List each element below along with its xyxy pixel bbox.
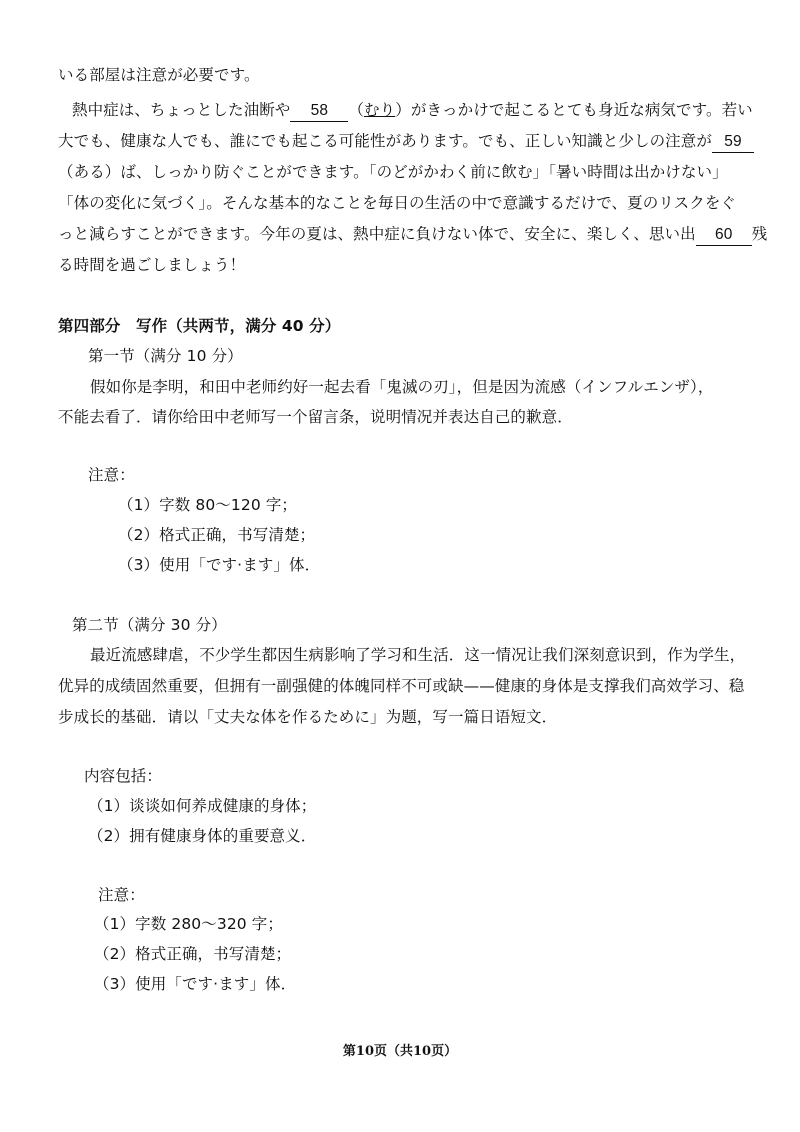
section2-content-item: （2）拥有健康身体的重要意义． (88, 827, 317, 845)
passage-text: 大でも、健康な人でも、誰にでも起こる可能性があります。でも、正しい知識と少しの注意が (58, 132, 712, 150)
passage-line-5: 「体の変化に気づく」。そんな基本的なことを毎日の生活の中で意識するだけで、夏のリスクをぐ (58, 194, 737, 212)
section1-note-item: （3）使用「です·ます」体． (118, 556, 321, 574)
section1-notes-label: 注意： (88, 466, 135, 484)
passage-text: 熱中症は、ちょっとした油断や (72, 101, 291, 119)
section1-prompt-line-2: 不能去看了．请你给田中老师写一个留言条，说明情况并表达自己的歉意． (58, 408, 573, 426)
passage-text: っと減らすことができます。今年の夏は、熱中症に負けない体で、安全に、楽しく、思い出 (58, 225, 696, 243)
section2-prompt-line-1: 最近流感肆虐，不少学生都因生病影响了学习和生活．这一情况让我们深刻意识到，作为学生， (90, 646, 746, 664)
passage-line-4: （ある）ば、しっかり防ぐことができます。「のどがかわく前に飲む」「暑い時間は出かけない」 (58, 163, 728, 181)
blank-59: 59 (712, 133, 754, 153)
part4-title: 第四部分 写作（共两节，满分 40 分） (58, 317, 341, 335)
blank-60: 60 (696, 226, 752, 246)
section2-notes-label: 注意： (98, 886, 145, 904)
section2-note-item: （1）字数 280～320 字； (94, 915, 283, 933)
section2-content-label: 内容包括： (84, 767, 163, 785)
passage-line-2 (72, 101, 753, 122)
section2-title: 第二节（满分 30 分） (72, 616, 227, 634)
hint-word-muri: むり (364, 101, 396, 119)
blank-58: 58 (290, 102, 348, 122)
section2-prompt-line-2: 优异的成绩固然重要，但拥有一副强健的体魄同样不可或缺——健康的身体是支撑我们高效学习、稳 (58, 677, 745, 695)
section1-title: 第一节（满分 10 分） (88, 347, 243, 365)
passage-line-6 (58, 225, 767, 246)
section2-content-item: （1）谈谈如何养成健康的身体； (88, 797, 317, 815)
passage-text: 残 (751, 225, 768, 243)
passage-text: ）がきっかけで起こるとても身近な病気です。若い (395, 101, 753, 119)
section1-note-item: （2）格式正确，书写清楚； (118, 526, 316, 544)
passage-line-7: る時間を過ごしましょう！ (58, 256, 246, 274)
passage-line-1: いる部屋は注意が必要です。 (58, 66, 260, 84)
page-footer: 第10页（共10页） (342, 1044, 458, 1059)
section2-note-item: （2）格式正确，书写清楚； (94, 945, 292, 963)
section2-note-item: （3）使用「です·ます」体． (94, 975, 297, 993)
section2-prompt-line-3: 步成长的基础．请以「丈夫な体を作るために」为题，写一篇日语短文． (58, 708, 558, 726)
section1-note-item: （1）字数 80～120 字； (118, 496, 298, 514)
passage-text: （ (348, 101, 365, 119)
section1-prompt-line-1: 假如你是李明，和田中老师约好一起去看「鬼滅の刃」，但是因为流感（インフルエンザ）， (90, 378, 714, 396)
passage-line-3 (58, 132, 754, 153)
